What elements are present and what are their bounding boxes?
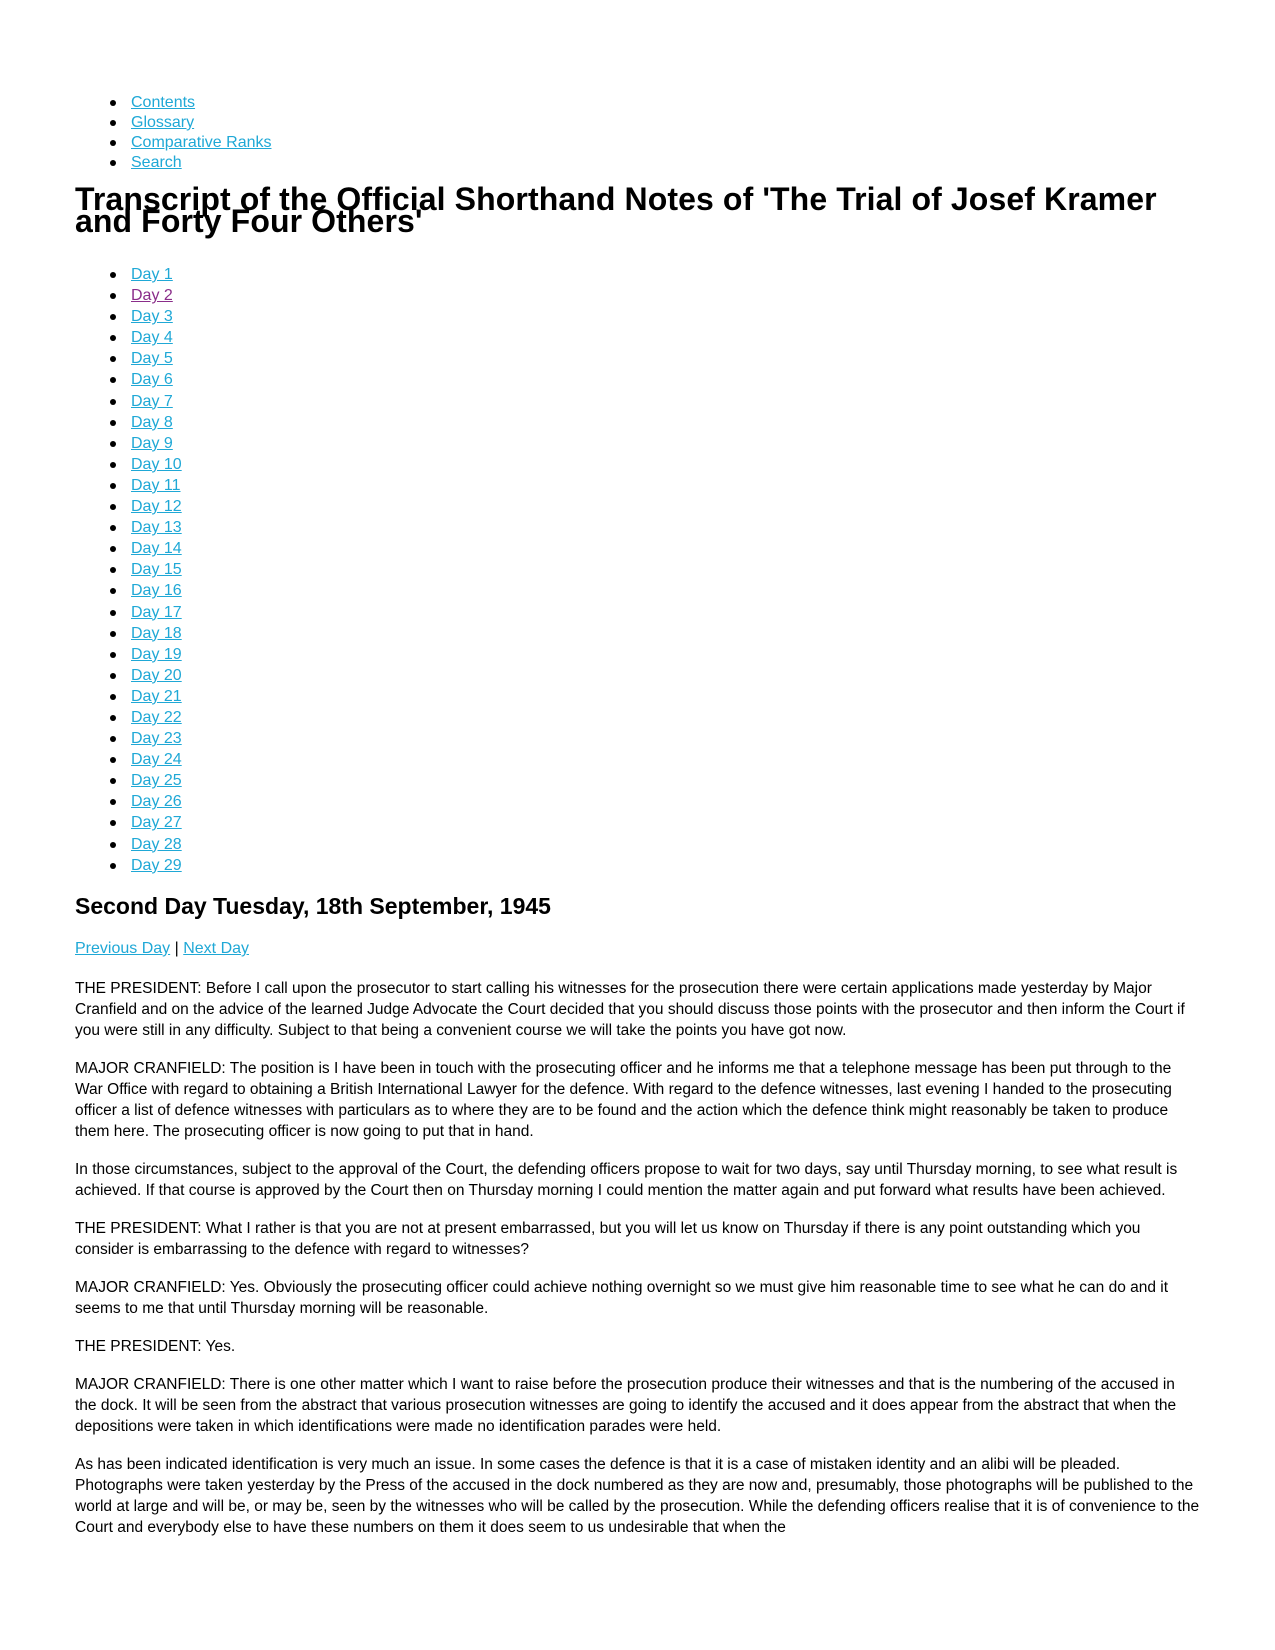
comparative-ranks-link[interactable]: Comparative Ranks	[131, 134, 272, 151]
transcript-paragraph: THE PRESIDENT: Yes.	[75, 1338, 236, 1355]
day-link-5[interactable]: Day 5	[131, 350, 173, 368]
day-nav-item	[107, 538, 182, 559]
day-nav-item	[107, 369, 182, 390]
day-pagination	[75, 939, 249, 959]
glossary-link[interactable]: Glossary	[131, 114, 195, 131]
day-nav-item	[107, 412, 182, 433]
day-link-21[interactable]: Day 21	[131, 687, 182, 705]
bullet-icon	[110, 546, 116, 552]
day-nav-item	[107, 348, 182, 369]
day-link-18[interactable]: Day 18	[131, 624, 182, 642]
day-link-13[interactable]: Day 13	[131, 519, 182, 537]
day-link-9[interactable]: Day 9	[131, 434, 173, 452]
next-day-link[interactable]: Next Day	[183, 940, 250, 957]
day-nav-item	[107, 623, 182, 644]
day-nav-item	[107, 728, 182, 749]
day-nav-item	[107, 433, 182, 454]
transcript-paragraph: In those circumstances, subject to the approval of the Court, the defending officers propose to wait for two days, say until Thursday morning, to see what result is achieved. If that course is approved by the Court then on Thursday morning I could mention the matter again and put forward what results have been achieved.	[75, 1161, 1178, 1199]
day-link-7[interactable]: Day 7	[131, 392, 173, 410]
day-nav-item	[107, 306, 182, 327]
transcript-paragraph: THE PRESIDENT: Before I call upon the prosecutor to start calling his witnesses for the prosecution there were certain applications made yesterday by Major Cranfield and on the advice of the learned Judge Advocate the Court decided that you should discuss those points with the prosecutor and then inform the Court if you were still in any difficulty. Subject to that being a convenient course we will take the points you have got now.	[75, 980, 1185, 1039]
day-nav-item	[107, 559, 182, 580]
day-nav-item	[107, 391, 182, 412]
day-nav-item	[107, 285, 182, 306]
contents-link[interactable]: Contents	[131, 94, 196, 111]
day-nav-item	[107, 496, 182, 517]
top-nav	[107, 93, 272, 173]
bullet-icon	[110, 631, 116, 637]
bullet-icon	[110, 441, 116, 447]
page-title: Transcript of the Official Shorthand Notes of 'The Trial of Josef Kramer and Forty Four Others'	[75, 181, 1157, 239]
bullet-icon	[110, 715, 116, 721]
top-nav-item-glossary	[107, 113, 272, 133]
bullet-icon	[110, 356, 116, 362]
bullet-icon	[110, 140, 116, 146]
bullet-icon	[110, 420, 116, 426]
bullet-icon	[110, 100, 116, 106]
bullet-icon	[110, 799, 116, 805]
top-nav-item-contents	[107, 93, 272, 113]
bullet-icon	[110, 610, 116, 616]
bullet-icon	[110, 483, 116, 489]
day-nav-item	[107, 475, 182, 496]
transcript-paragraph: THE PRESIDENT: What I rather is that you are not at present embarrassed, but you will let us know on Thursday if there is any point outstanding which you consider is embarrassing to the defence with regard to witnesses?	[75, 1220, 1141, 1258]
transcript-body	[75, 978, 1200, 1555]
day-link-20[interactable]: Day 20	[131, 666, 182, 684]
bullet-icon	[110, 377, 116, 383]
day-link-26[interactable]: Day 26	[131, 793, 182, 811]
day-heading: Second Day Tuesday, 18th September, 1945	[75, 893, 551, 919]
bullet-icon	[110, 778, 116, 784]
day-nav-item	[107, 834, 182, 855]
day-link-24[interactable]: Day 24	[131, 751, 182, 769]
days-nav	[107, 264, 182, 876]
previous-day-link[interactable]: Previous Day	[75, 940, 171, 957]
transcript-paragraph: As has been indicated identification is very much an issue. In some cases the defence is that it is a case of mistaken identity and an alibi will be pleaded. Photographs were taken yesterday by the Press of the accused in the dock numbered as they are now and, presumably, those photographs will be published to the world at large and will be, or may be, seen by the witnesses who will be called by the prosecution. While the defending officers realise that it is of convenience to the Court and everybody else to have these numbers on them it does seem to us undesirable that when the	[75, 1456, 1200, 1536]
day-nav-item	[107, 580, 182, 601]
day-nav-item	[107, 665, 182, 686]
bullet-icon	[110, 314, 116, 320]
day-nav-item	[107, 454, 182, 475]
day-link-29[interactable]: Day 29	[131, 856, 182, 874]
day-link-1[interactable]: Day 1	[131, 266, 173, 283]
day-nav-item	[107, 602, 182, 623]
day-nav-item	[107, 791, 182, 812]
day-nav-item	[107, 517, 182, 538]
search-link[interactable]: Search	[131, 154, 182, 171]
transcript-paragraph: MAJOR CRANFIELD: Yes. Obviously the prosecuting officer could achieve nothing overnight so we must give him reasonable time to see what he can do and it seems to me that until Thursday morning will be reasonable.	[75, 1279, 1169, 1317]
day-nav-item	[107, 770, 182, 791]
day-nav-item	[107, 644, 182, 665]
day-link-22[interactable]: Day 22	[131, 708, 182, 726]
day-link-28[interactable]: Day 28	[131, 835, 182, 853]
day-link-10[interactable]: Day 10	[131, 455, 182, 473]
transcript-paragraph: MAJOR CRANFIELD: There is one other matter which I want to raise before the prosecution produce their witnesses and that is the numbering of the accused in the dock. It will be seen from the abstract that various prosecution witnesses are going to identify the accused and it does appear from the abstract that when the depositions were taken in which identifications were made no identification parades were held.	[75, 1376, 1177, 1435]
day-link-3[interactable]: Day 3	[131, 308, 173, 326]
bullet-icon	[110, 757, 116, 763]
day-link-14[interactable]: Day 14	[131, 540, 182, 558]
day-nav-item	[107, 264, 182, 285]
bullet-icon	[110, 120, 116, 126]
bullet-icon	[110, 525, 116, 531]
bullet-icon	[110, 293, 116, 299]
bullet-icon	[110, 673, 116, 679]
day-link-2[interactable]: Day 2	[131, 287, 173, 305]
bullet-icon	[110, 863, 116, 869]
day-link-12[interactable]: Day 12	[131, 498, 182, 516]
day-link-6[interactable]: Day 6	[131, 371, 173, 389]
day-nav-item	[107, 707, 182, 728]
bullet-icon	[110, 462, 116, 468]
bullet-icon	[110, 160, 116, 166]
top-nav-item-search	[107, 153, 272, 173]
bullet-icon	[110, 567, 116, 573]
bullet-icon	[110, 842, 116, 848]
day-link-15[interactable]: Day 15	[131, 561, 182, 579]
bullet-icon	[110, 399, 116, 405]
day-link-16[interactable]: Day 16	[131, 582, 182, 600]
pagination-separator: |	[174, 940, 179, 957]
day-nav-item	[107, 749, 182, 770]
day-link-4[interactable]: Day 4	[131, 329, 173, 347]
bullet-icon	[110, 335, 116, 341]
bullet-icon	[110, 588, 116, 594]
bullet-icon	[110, 820, 116, 826]
day-nav-item	[107, 686, 182, 707]
day-link-23[interactable]: Day 23	[131, 730, 182, 748]
day-nav-item	[107, 855, 182, 876]
transcript-paragraph: MAJOR CRANFIELD: The position is I have been in touch with the prosecuting officer and he informs me that a telephone message has been put through to the War Office with regard to obtaining a British International Lawyer for the defence. With regard to the defence witnesses, last evening I handed to the prosecuting officer a list of defence witnesses with particulars as to where they are to be found and the action which the defence think might reasonably be taken to produce them here. The prosecuting officer is now going to put that in hand.	[75, 1060, 1172, 1140]
top-nav-item-comparative-ranks	[107, 133, 272, 153]
day-link-8[interactable]: Day 8	[131, 413, 173, 431]
day-nav-item	[107, 812, 182, 833]
bullet-icon	[110, 504, 116, 510]
day-link-27[interactable]: Day 27	[131, 814, 182, 832]
day-nav-item	[107, 327, 182, 348]
day-link-25[interactable]: Day 25	[131, 772, 182, 790]
bullet-icon	[110, 694, 116, 700]
day-link-11[interactable]: Day 11	[131, 476, 181, 494]
bullet-icon	[110, 272, 116, 278]
day-link-19[interactable]: Day 19	[131, 645, 182, 663]
bullet-icon	[110, 652, 116, 658]
day-link-17[interactable]: Day 17	[131, 603, 182, 621]
bullet-icon	[110, 736, 116, 742]
